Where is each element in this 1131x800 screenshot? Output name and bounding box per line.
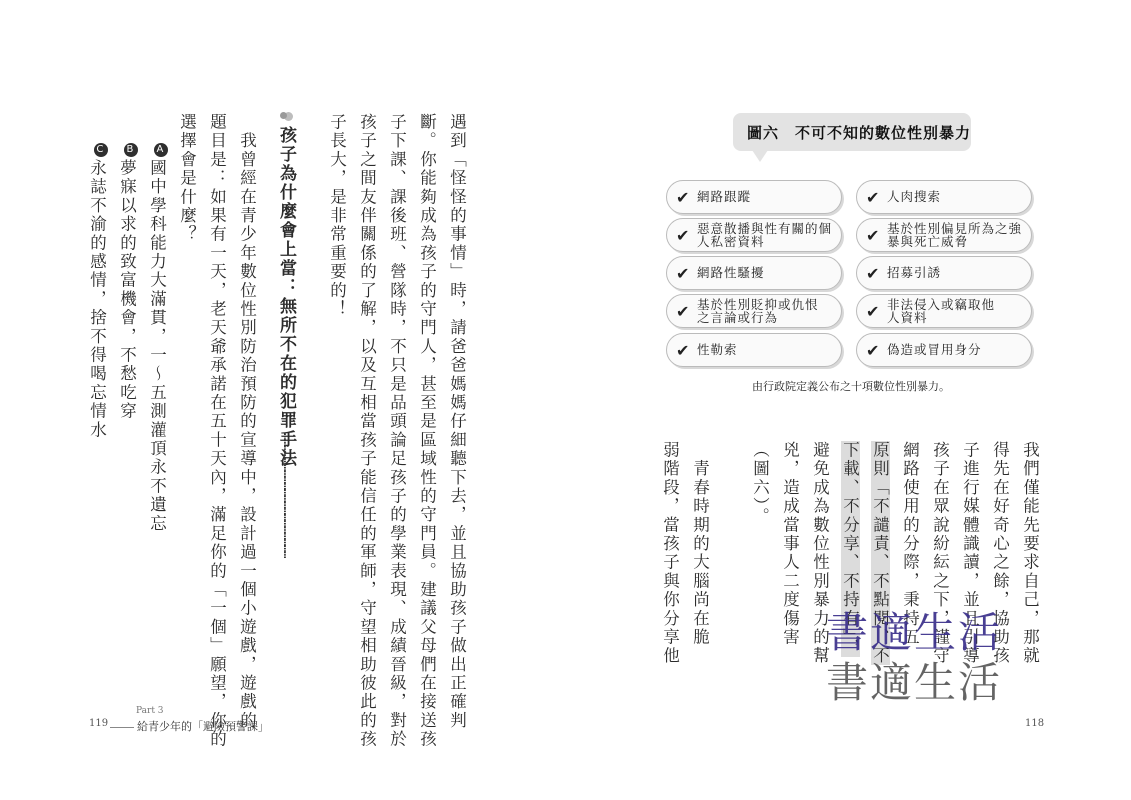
violence-item: ✔ 非法侵入或竊取他人資料	[856, 294, 1032, 328]
right-column-13: 弱階段，當孩子與你分享他	[660, 441, 680, 666]
folio-title: 給青少年的「避險預警課」	[137, 720, 269, 733]
check-icon: ✔	[676, 264, 690, 283]
body-column-1: 遇到「怪怪的事情」時，請爸爸媽媽仔細聽下去，並且協助孩子做出正確判	[447, 113, 467, 731]
violence-item: ✔ 招募引誘	[856, 256, 1032, 290]
option-a-marker-icon: A	[154, 143, 168, 157]
body-column-2: 斷。你能夠成為孩子的守門人，甚至是區域性的守門員。建議父母們在接送孩	[417, 113, 437, 749]
violence-item: ✔ 網路性騷擾	[666, 256, 842, 290]
figure-title: 圖六 不可不知的數位性別暴力	[733, 113, 971, 151]
check-icon: ✔	[676, 341, 690, 360]
watermark-logo: 書適生活	[826, 608, 1003, 657]
highlighted-principle-cont: 下載、不分享、不持有」，	[840, 441, 860, 658]
highlighted-principle: 原則「不譴責、不點閱、不	[870, 441, 890, 666]
figure-title-tail	[752, 150, 768, 162]
folio-part: Part 3	[136, 706, 164, 716]
watermark-logo-shadow: 書適生活	[826, 658, 1003, 707]
check-icon: ✔	[866, 264, 880, 283]
right-column-12: 青春時期的大腦尚在脆	[690, 441, 710, 647]
folio-page-right: 118	[1025, 718, 1045, 729]
violence-item: ✔ 基於性別貶抑或仇恨之言論或行為	[666, 294, 842, 328]
body-column-3: 子下課、課後班、營隊時，不只是品頭論足孩子的學業表現、成績晉級，對於	[387, 113, 407, 749]
option-b-marker-icon: B	[124, 143, 138, 157]
body-column-8: 選擇會是什麼？	[177, 113, 197, 244]
right-column-10: （圖六）。	[750, 441, 770, 527]
folio-rule	[110, 727, 134, 728]
check-icon: ✔	[866, 188, 880, 207]
check-icon: ✔	[676, 302, 690, 321]
option-b	[118, 143, 138, 421]
folio-page-left: 119	[89, 718, 109, 729]
check-icon: ✔	[866, 226, 880, 245]
violence-item: ✔ 偽造或冒用身分	[856, 333, 1032, 367]
body-column-6: 我曾經在青少年數位性別防治預防的宣導中，設計過一個小遊戲，遊戲的	[237, 113, 257, 731]
violence-item: ✔ 基於性別偏見所為之強暴與死亡威脅	[856, 218, 1032, 252]
option-a	[148, 143, 168, 533]
right-column-2: 得先在好奇心之餘，協助孩	[990, 441, 1010, 666]
check-icon: ✔	[866, 302, 880, 321]
check-icon: ✔	[676, 188, 690, 207]
section-heading: 孩子為什麼會上當：無所不在的犯罪手法	[276, 126, 296, 468]
figure-caption: 由行政院定義公布之十項數位性別暴力。	[752, 380, 950, 393]
check-icon: ✔	[866, 341, 880, 360]
right-column-4: 孩子在眾說紛紜之下，謹守	[930, 441, 950, 666]
heading-leader-dots: ……………………………………………………	[281, 433, 295, 558]
violence-item: ✔ 網路跟蹤	[666, 180, 842, 214]
option-c-marker-icon: C	[94, 143, 108, 157]
option-c-text: 永誌不渝的感情，捨不得喝忘情水	[87, 159, 107, 440]
body-column-7: 題目是：如果有一天，老天爺承諾在五十天內，滿足你的「一個」願望，你的	[207, 113, 227, 749]
right-column-1: 我們僅能先要求自己，那就	[1020, 441, 1040, 666]
heading-bullet-dot-icon	[280, 112, 287, 119]
option-b-text: 夢寐以求的致富機會，不愁吃穿	[117, 159, 137, 421]
right-column-5: 網路使用的分際，秉持五	[900, 441, 920, 647]
right-column-3: 子進行媒體識讀，並且引導	[960, 441, 980, 666]
violence-item: ✔ 性勒索	[666, 333, 842, 367]
body-column-4: 孩子之間友伴關係的了解，以及互相當孩子能信任的軍師，守望相助彼此的孩	[357, 113, 377, 749]
option-a-text: 國中學科能力大滿貫，一～五測灌頂永不遺忘	[147, 159, 167, 533]
right-column-9: 兇，造成當事人二度傷害	[780, 441, 800, 647]
body-column-5: 子長大，是非常重要的！	[327, 113, 347, 319]
check-icon: ✔	[676, 226, 690, 245]
violence-item: ✔ 人肉搜索	[856, 180, 1032, 214]
right-column-8: 避免成為數位性別暴力的幫	[810, 441, 830, 666]
option-c	[88, 143, 108, 440]
violence-item: ✔ 惡意散播與性有關的個人私密資料	[666, 218, 842, 252]
